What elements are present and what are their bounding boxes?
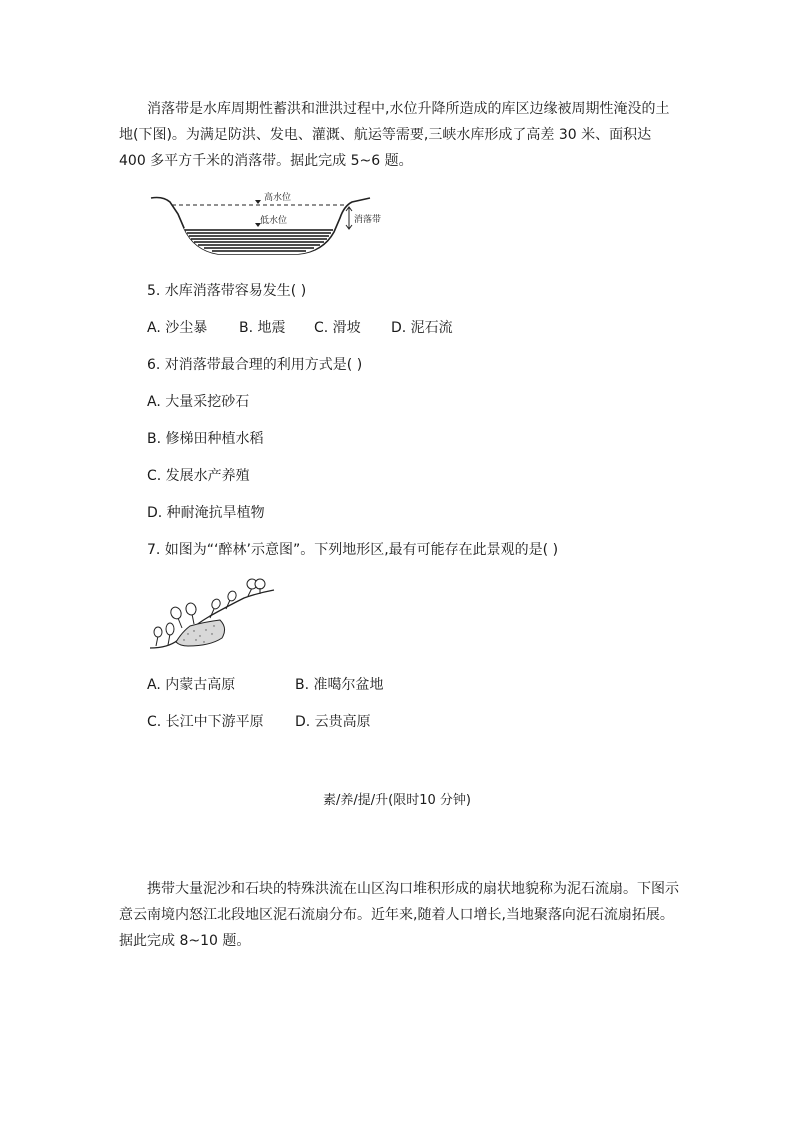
option-5a: A. 沙尘暴 bbox=[147, 320, 208, 336]
question-7-options-row2 bbox=[147, 712, 371, 732]
option-6b: B. 修梯田种植水稻 bbox=[147, 431, 264, 447]
high-water-marker bbox=[255, 200, 261, 204]
intro-text: 消落带是水库周期性蓄洪和泄洪过程中,水位升降所造成的库区边缘被周期性淹没的土地(下图)。为满足防洪、发电、灌溉、航运等需要,三峡水库形成了高差 30 米、面积达 400 多平方千米的消落带。据此完成 5~6 题。 bbox=[119, 101, 670, 169]
section-title: 素/养/提/升(限时10 分钟) bbox=[323, 793, 471, 808]
band-label: 消落带 bbox=[354, 215, 382, 225]
band-arrow bbox=[346, 207, 352, 229]
question-6-stem: 6. 对消落带最合理的利用方式是( ) bbox=[147, 357, 363, 373]
option-5c: C. 滑坡 bbox=[314, 320, 361, 336]
landslide-mass bbox=[176, 620, 225, 646]
intro-paragraph-5-6 bbox=[119, 96, 679, 174]
question-6 bbox=[147, 355, 362, 375]
intro-paragraph-8-10 bbox=[119, 876, 679, 954]
question-5-options bbox=[147, 318, 453, 338]
option-7b: B. 准噶尔盆地 bbox=[295, 677, 384, 693]
option-6d: D. 种耐淹抗旱植物 bbox=[147, 505, 265, 521]
question-7-stem: 7. 如图为“‘醉林’示意图”。下列地形区,最有可能存在此景观的是( ) bbox=[147, 542, 559, 558]
option-5d: D. 泥石流 bbox=[391, 320, 453, 336]
option-7d: D. 云贵高原 bbox=[295, 714, 371, 730]
question-7-options-row1 bbox=[147, 675, 384, 695]
question-5 bbox=[147, 281, 306, 301]
drunken-forest-diagram bbox=[148, 576, 278, 652]
option-6a: A. 大量采挖砂石 bbox=[147, 394, 250, 410]
reservoir-diagram bbox=[148, 188, 382, 268]
option-7c: C. 长江中下游平原 bbox=[147, 714, 264, 730]
option-6c: C. 发展水产养殖 bbox=[147, 468, 250, 484]
option-5b: B. 地震 bbox=[239, 320, 286, 336]
question-7 bbox=[147, 540, 558, 560]
high-water-label: 高水位 bbox=[264, 193, 292, 203]
option-7a: A. 内蒙古高原 bbox=[147, 677, 236, 693]
intro-text-2: 携带大量泥沙和石块的特殊洪流在山区沟口堆积形成的扇状地貌称为泥石流扇。下图示意云南境内怒江北段地区泥石流扇分布。近年来,随着人口增长,当地聚落向泥石流扇拓展。据此完成 8~10 题。 bbox=[119, 881, 679, 949]
water-body bbox=[184, 228, 334, 254]
question-5-stem: 5. 水库消落带容易发生( ) bbox=[147, 283, 307, 299]
low-water-label: 低水位 bbox=[260, 216, 288, 226]
